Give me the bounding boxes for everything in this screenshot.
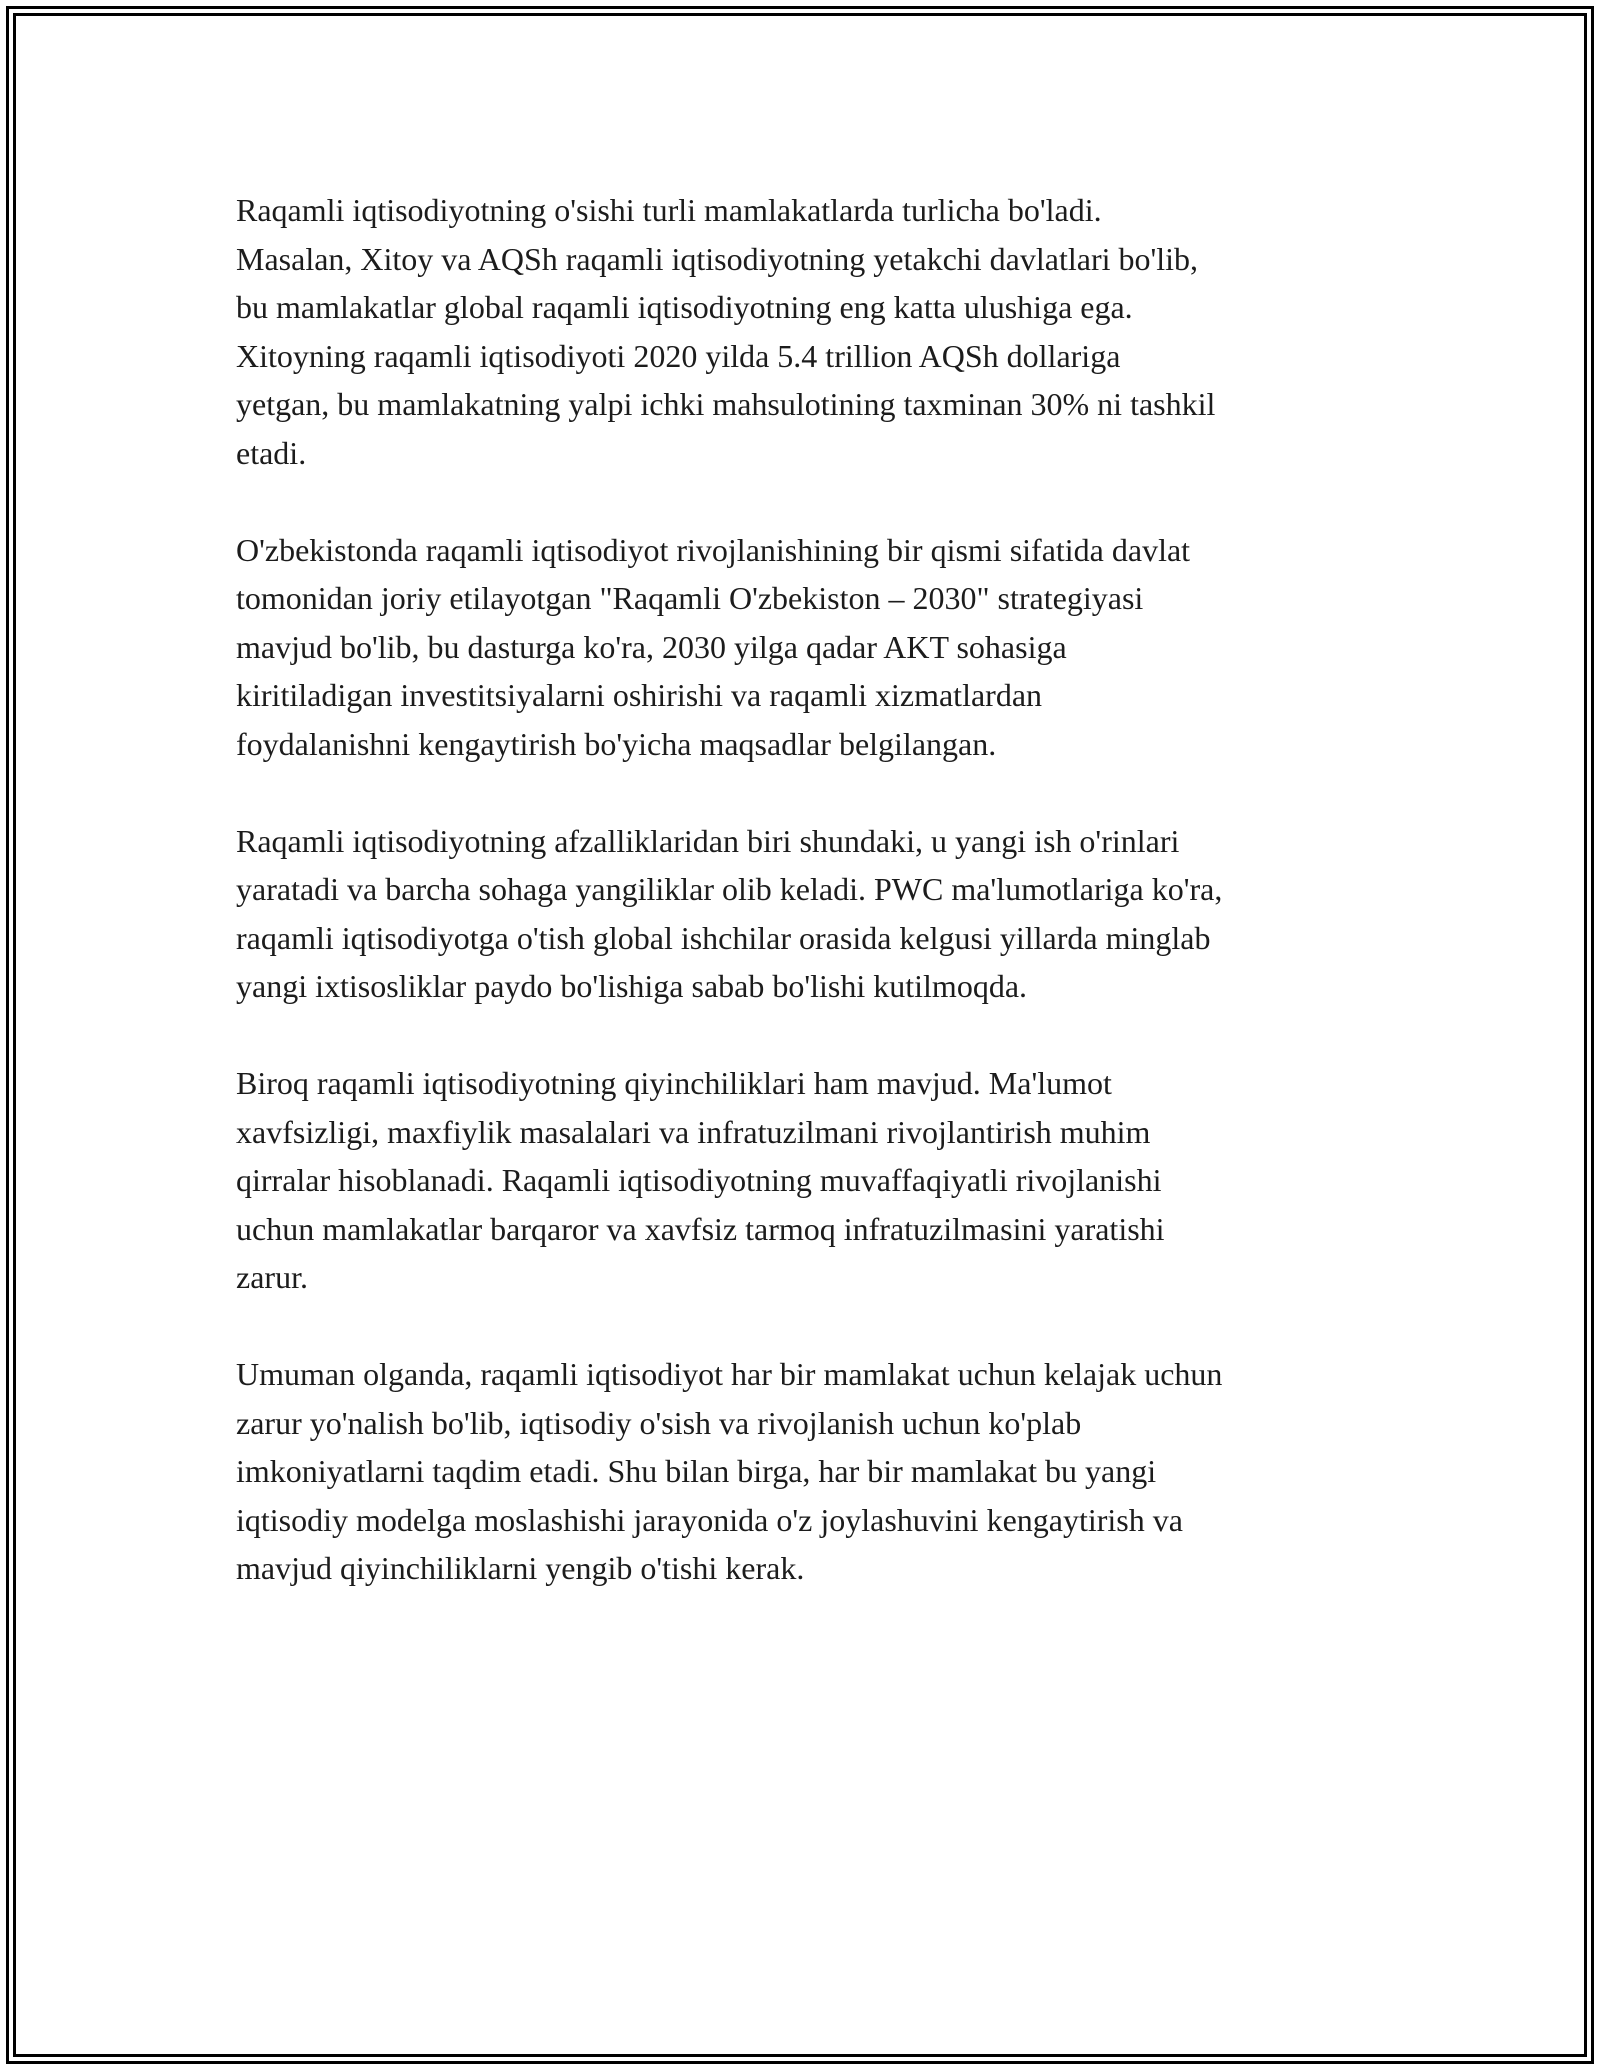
paragraph-1: Raqamli iqtisodiyotning o'sishi turli mamlakatlarda turlicha bo'ladi. Masalan, Xitoy va AQSh raqamli iqtisodiyotning yetakchi davlatlari bo'lib, bu mamlakatlar global raqamli iqtisodiyotning eng katta ulushiga ega. Xitoyning raqamli iqtisodiyoti 2020 yilda 5.4 trillion AQSh dollariga yetgan, bu mamlakatning yalpi ichki mahsulotining taxminan 30% ni tashkil etadi. xyxy=(236,192,1216,471)
paragraph-4: Biroq raqamli iqtisodiyotning qiyinchiliklari ham mavjud. Ma'lumot xavfsizligi, maxfiylik masalalari va infratuzilmani rivojlantirish muhim qirralar hisoblanadi. Raqamli iqtisodiyotning muvaffaqiyatli rivojlanishi uchun mamlakatlar barqaror va xavfsiz tarmoq infratuzilmasini yaratishi zarur. xyxy=(236,1065,1165,1295)
paragraph-5: Umuman olganda, raqamli iqtisodiyot har bir mamlakat uchun kelajak uchun zarur yo'nalish bo'lib, iqtisodiy o'sish va rivojlanish uchun ko'plab imkoniyatlarni taqdim etadi. Shu bilan birga, har bir mamlakat bu yangi iqtisodiy modelga moslashishi jarayonida o'z joylashuvini kengaytirish va mavjud qiyinchiliklarni yengib o'tishi kerak. xyxy=(236,1356,1223,1586)
document-body xyxy=(236,186,1386,1641)
paragraph-2: O'zbekistonda raqamli iqtisodiyot rivojlanishining bir qismi sifatida davlat tomonidan joriy etilayotgan "Raqamli O'zbekiston – 2030" strategiyasi mavjud bo'lib, bu dasturga ko'ra, 2030 yilga qadar AKT sohasiga kiritiladigan investitsiyalarni oshirishi va raqamli xizmatlardan foydalanishni kengaytirish bo'yicha maqsadlar belgilangan. xyxy=(236,531,1191,762)
paragraph-3: Raqamli iqtisodiyotning afzalliklaridan biri shundaki, u yangi ish o'rinlari yaratadi va barcha sohaga yangiliklar olib keladi. PWC ma'lumotlariga ko'ra, raqamli iqtisodiyotga o'tish global ishchilar orasida kelgusi yillarda minglab yangi ixtisosliklar paydo bo'lishiga sabab bo'lishi kutilmoqda. xyxy=(236,822,1223,1004)
